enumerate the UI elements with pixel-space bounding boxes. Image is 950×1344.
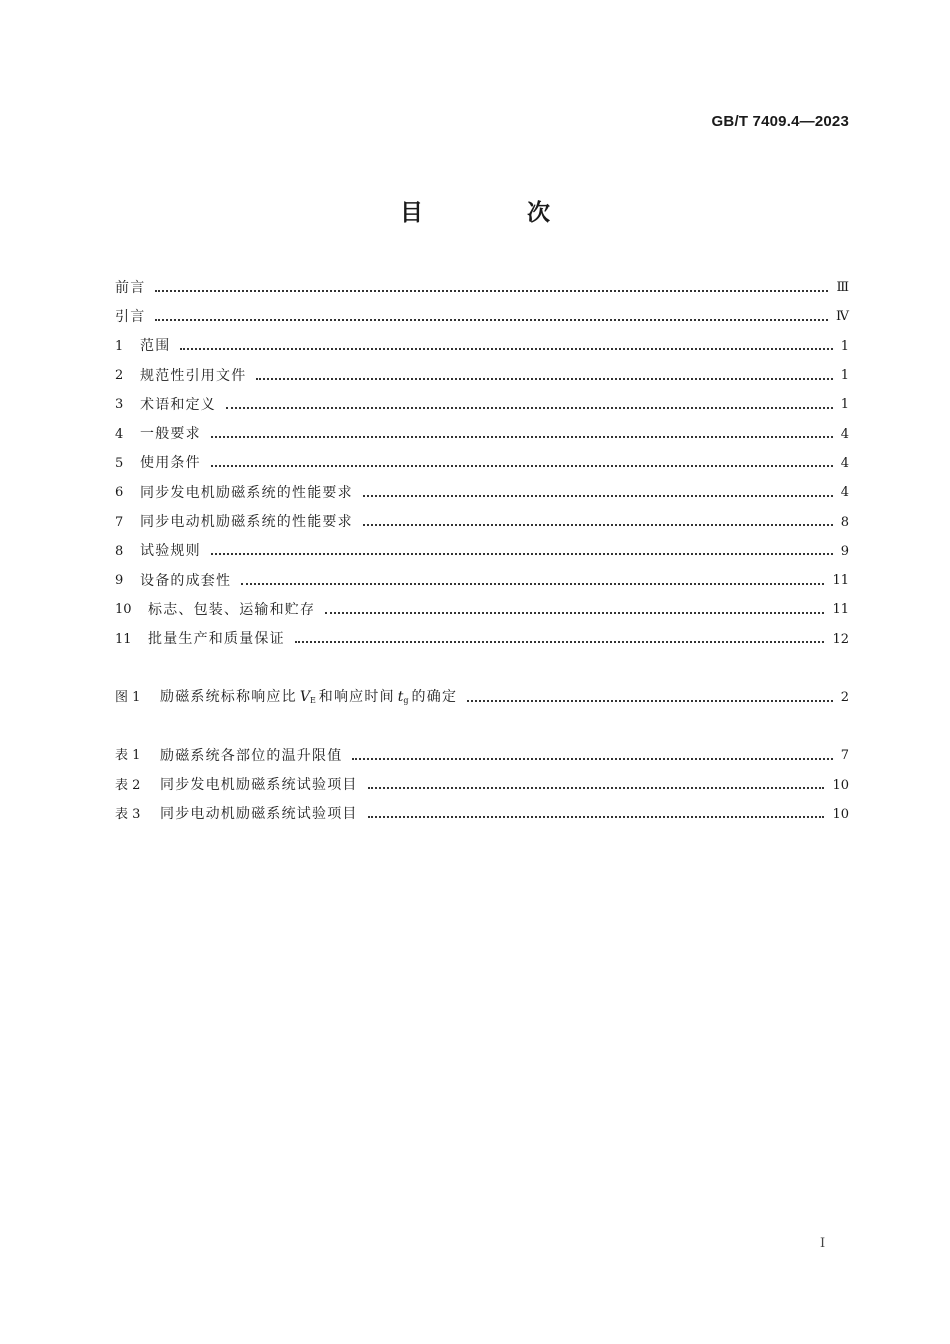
toc-entry-number: 图 1 bbox=[115, 690, 141, 705]
toc-entry-page: 4 bbox=[840, 455, 849, 471]
toc-entry-label: 同步电动机励磁系统的性能要求 bbox=[140, 514, 353, 531]
dot-leader bbox=[325, 612, 824, 614]
toc-tables-group bbox=[115, 741, 849, 829]
variable-response-time: $t_g$ bbox=[397, 689, 409, 705]
toc-entry-page: 11 bbox=[832, 573, 849, 589]
toc-entry-number: 1 bbox=[115, 338, 124, 354]
dot-leader bbox=[211, 436, 833, 438]
toc-entry-label: 前言 bbox=[115, 279, 146, 296]
toc-entry-page: 11 bbox=[832, 602, 849, 618]
toc-entry-section-11[interactable] bbox=[115, 625, 849, 654]
toc-entry-number: 6 bbox=[115, 485, 124, 501]
toc-entry-page: 1 bbox=[840, 397, 849, 413]
toc-entry-number: 3 bbox=[115, 397, 124, 413]
dot-leader bbox=[368, 816, 825, 818]
figure-label-part3: 的确定 bbox=[411, 689, 458, 705]
toc-entry-page: 1 bbox=[840, 338, 849, 354]
standard-code: GB/T 7409.4—2023 bbox=[711, 113, 849, 130]
figure-label-part1: 励磁系统标称响应比 bbox=[160, 689, 297, 705]
dot-leader bbox=[180, 348, 832, 350]
toc-entry-label: 试验规则 bbox=[140, 543, 201, 560]
toc-entry-section-6[interactable] bbox=[115, 478, 849, 507]
toc-entry-label bbox=[160, 690, 457, 705]
dot-leader bbox=[211, 465, 833, 467]
toc-entry-page: 2 bbox=[840, 690, 849, 705]
table-of-contents bbox=[115, 273, 849, 829]
toc-front-group bbox=[115, 273, 849, 654]
toc-entry-page: 9 bbox=[840, 543, 849, 559]
toc-entry-label: 设备的成套性 bbox=[140, 572, 232, 589]
toc-entry-page: 12 bbox=[832, 631, 849, 647]
toc-entry-label: 规范性引用文件 bbox=[140, 367, 247, 384]
toc-entry-page: 10 bbox=[832, 806, 849, 822]
variable-response-ratio: $V_E$ bbox=[299, 689, 316, 705]
toc-entry-section-7[interactable] bbox=[115, 507, 849, 536]
dot-leader bbox=[256, 378, 832, 380]
dot-leader bbox=[368, 787, 825, 789]
dot-leader bbox=[467, 700, 833, 702]
toc-entry-page: 4 bbox=[840, 485, 849, 501]
toc-title: 目 次 bbox=[399, 200, 598, 226]
toc-entry-section-10[interactable] bbox=[115, 595, 849, 624]
toc-entry-section-4[interactable] bbox=[115, 419, 849, 448]
toc-entry-number: 7 bbox=[115, 514, 124, 530]
toc-entry-number: 5 bbox=[115, 455, 124, 471]
toc-entry-table-1[interactable] bbox=[115, 741, 849, 770]
dot-leader bbox=[363, 524, 833, 526]
toc-entry-page: 10 bbox=[832, 777, 849, 793]
toc-entry-label: 同步发电机励磁系统的性能要求 bbox=[140, 484, 353, 501]
toc-entry-number: 4 bbox=[115, 426, 124, 442]
toc-entry-page: 1 bbox=[840, 368, 849, 384]
dot-leader bbox=[211, 553, 833, 555]
toc-entry-number: 2 bbox=[115, 368, 124, 384]
dot-leader bbox=[352, 758, 832, 760]
toc-entry-table-3[interactable] bbox=[115, 800, 849, 829]
toc-entry-section-9[interactable] bbox=[115, 566, 849, 595]
figure-label-part2: 和响应时间 bbox=[318, 689, 395, 705]
toc-entry-label: 一般要求 bbox=[140, 426, 201, 443]
toc-entry-page: Ⅳ bbox=[836, 309, 849, 325]
toc-entry-page: 4 bbox=[840, 426, 849, 442]
toc-entry-section-5[interactable] bbox=[115, 449, 849, 478]
footer-page-number: I bbox=[820, 1236, 826, 1251]
dot-leader bbox=[241, 583, 824, 585]
toc-entry-number: 11 bbox=[115, 631, 132, 647]
toc-entry-number: 9 bbox=[115, 573, 124, 589]
toc-entry-label: 批量生产和质量保证 bbox=[148, 631, 285, 648]
toc-entry-section-2[interactable] bbox=[115, 361, 849, 390]
toc-entry-label: 使用条件 bbox=[140, 455, 201, 472]
toc-entry-label: 范围 bbox=[140, 338, 171, 355]
toc-entry-page: Ⅲ bbox=[836, 280, 849, 296]
toc-entry-label: 引言 bbox=[115, 308, 146, 325]
toc-entry-number: 表 1 bbox=[115, 748, 141, 764]
toc-entry-number: 8 bbox=[115, 543, 124, 559]
toc-entry-label: 励磁系统各部位的温升限值 bbox=[160, 747, 343, 764]
toc-entry-label: 术语和定义 bbox=[140, 396, 216, 413]
dot-leader bbox=[155, 290, 828, 292]
toc-entry-section-8[interactable] bbox=[115, 537, 849, 566]
dot-leader bbox=[363, 495, 833, 497]
dot-leader bbox=[226, 407, 833, 409]
toc-entry-number: 10 bbox=[115, 602, 132, 618]
toc-entry-label: 同步发电机励磁系统试验项目 bbox=[160, 777, 358, 794]
toc-entry-section-3[interactable] bbox=[115, 390, 849, 419]
toc-entry-foreword[interactable] bbox=[115, 273, 849, 302]
toc-entry-label: 标志、包装、运输和贮存 bbox=[148, 601, 316, 618]
dot-leader bbox=[295, 641, 825, 643]
toc-entry-page: 8 bbox=[840, 514, 849, 530]
toc-entry-number: 表 2 bbox=[115, 777, 141, 793]
toc-entry-page: 7 bbox=[840, 748, 849, 764]
toc-figures-group bbox=[115, 683, 849, 712]
toc-entry-table-2[interactable] bbox=[115, 770, 849, 799]
toc-entry-figure-1[interactable] bbox=[115, 683, 849, 712]
toc-entry-introduction[interactable] bbox=[115, 302, 849, 331]
dot-leader bbox=[155, 319, 828, 321]
toc-entry-label: 同步电动机励磁系统试验项目 bbox=[160, 806, 358, 823]
toc-entry-section-1[interactable] bbox=[115, 332, 849, 361]
toc-entry-number: 表 3 bbox=[115, 806, 141, 822]
